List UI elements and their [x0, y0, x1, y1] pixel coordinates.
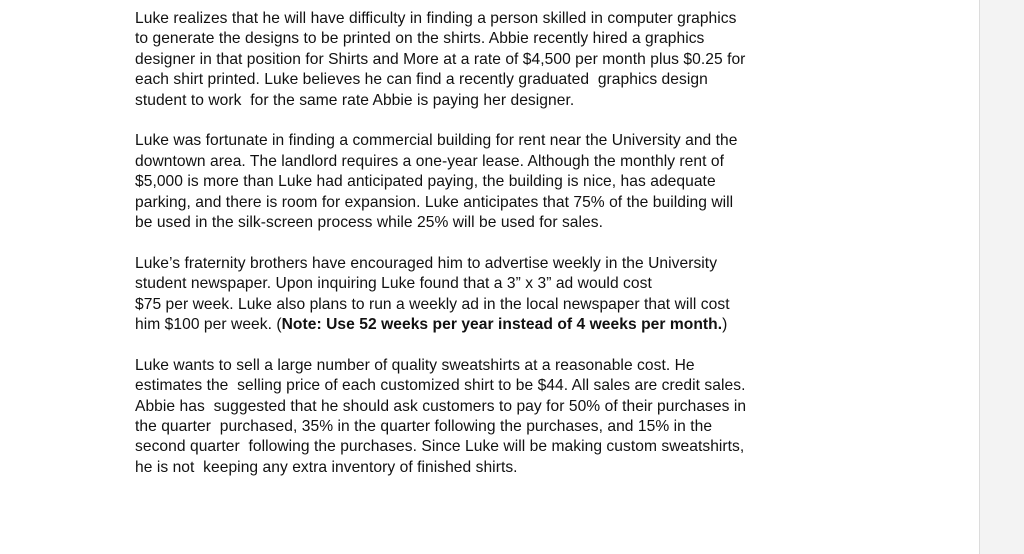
text-line: Luke was fortunate in finding a commercial building for rent near the University and the — [135, 132, 738, 150]
text-line: be used in the silk-screen process while 25% will be used for sales. — [135, 214, 603, 232]
paragraph-graphics-designer — [135, 9, 835, 111]
text-line: Luke wants to sell a large number of quality sweatshirts at a reasonable cost. He — [135, 356, 695, 374]
text-line: each shirt printed. Luke believes he can find a recently graduated graphics design — [135, 71, 708, 89]
text-line: parking, and there is room for expansion. Luke anticipates that 75% of the building will — [135, 193, 734, 211]
text-line: he is not keeping any extra inventory of finished shirts. — [135, 458, 518, 476]
text-line: second quarter following the purchases. Since Luke will be making custom sweatshirts, — [135, 438, 745, 456]
text-line: to generate the designs to be printed on the shirts. Abbie recently hired a graphics — [135, 30, 705, 48]
text-line — [135, 315, 835, 335]
window-right-gutter — [979, 0, 1024, 554]
document-body — [135, 9, 835, 499]
text-line: Abbie has suggested that he should ask customers to pay for 50% of their purchases in — [135, 397, 747, 415]
bold-note: Note: Use 52 weeks per year instead of 4 weeks per month. — [281, 316, 723, 334]
text-line-prefix: him $100 per week. ( — [135, 316, 282, 334]
text-line: Luke realizes that he will have difficulty in finding a person skilled in computer graphics — [135, 10, 737, 27]
text-line: downtown area. The landlord requires a one-year lease. Although the monthly rent of — [135, 152, 724, 170]
paragraph-building-rent — [135, 131, 835, 233]
text-line-suffix: ) — [722, 316, 728, 334]
text-line: $75 per week. Luke also plans to run a weekly ad in the local newspaper that will cost — [135, 295, 730, 313]
text-line: the quarter purchased, 35% in the quarter following the purchases, and 15% in the — [135, 418, 713, 436]
text-line: designer in that position for Shirts and More at a rate of $4,500 per month plus $0.25 for — [135, 50, 746, 68]
text-line: Luke’s fraternity brothers have encouraged him to advertise weekly in the University — [135, 254, 718, 272]
text-line: estimates the selling price of each customized shirt to be $44. All sales are credit sales. — [135, 377, 746, 395]
text-line: student newspaper. Upon inquiring Luke found that a 3” x 3” ad would cost — [135, 275, 652, 293]
paragraph-advertising — [135, 254, 835, 336]
text-line: $5,000 is more than Luke had anticipated paying, the building is nice, has adequate — [135, 173, 716, 191]
text-line: student to work for the same rate Abbie is paying her designer. — [135, 91, 575, 109]
paragraph-sales — [135, 356, 835, 478]
